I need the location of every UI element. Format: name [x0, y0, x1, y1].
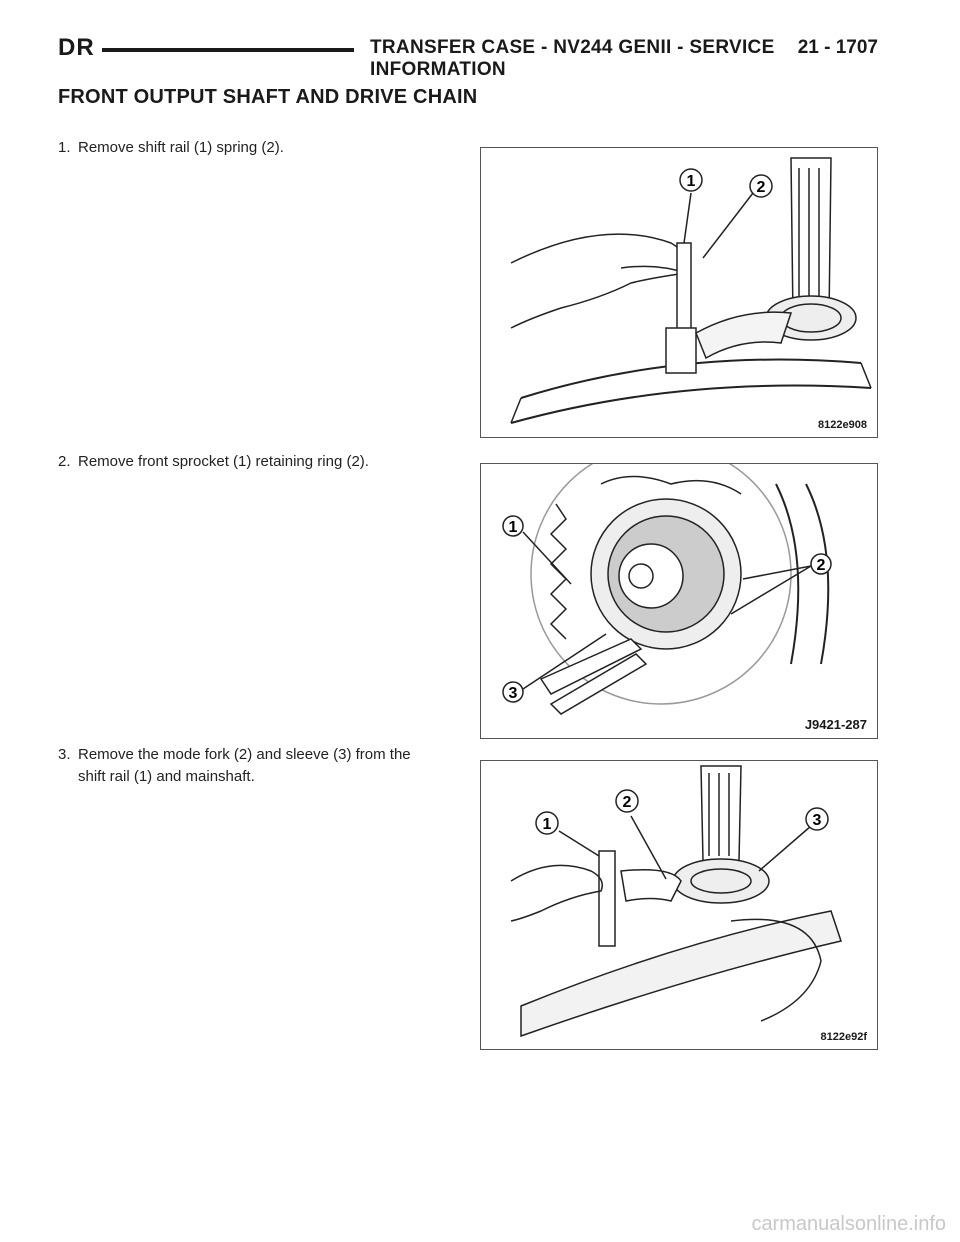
- callout-3: 3: [508, 685, 518, 702]
- figure-mode-fork-sleeve: [480, 760, 878, 1050]
- callout-2: 2: [816, 557, 826, 574]
- watermark: carmanualsonline.info: [751, 1213, 946, 1235]
- illustration-mode-fork-sleeve: [481, 761, 877, 1049]
- figure-front-sprocket: [480, 463, 878, 739]
- step-number: 2.: [58, 453, 71, 470]
- illustration-shift-rail-spring: [481, 148, 877, 437]
- step-3: [58, 744, 448, 788]
- header-rule: [102, 48, 354, 52]
- figure-id: J9421-287: [804, 717, 867, 732]
- step-text: Remove the mode fork (2) and sleeve (3) from the: [78, 746, 411, 763]
- callout-1: 1: [542, 816, 552, 833]
- illustration-front-sprocket: [481, 464, 877, 738]
- step-text: Remove front sprocket (1) retaining ring (2).: [78, 453, 369, 470]
- callout-1: 1: [686, 173, 696, 190]
- page-number: 21 - 1707: [797, 37, 878, 58]
- step-1: [58, 137, 448, 159]
- step-number: 3.: [58, 746, 71, 763]
- section-title: FRONT OUTPUT SHAFT AND DRIVE CHAIN: [58, 86, 478, 108]
- figure-id: 8122e908: [818, 419, 867, 431]
- callout-3: 3: [812, 812, 822, 829]
- figure-3-callouts: [536, 790, 828, 834]
- figure-shift-rail-spring: [480, 147, 878, 438]
- callout-1: 1: [508, 519, 518, 536]
- callout-2: 2: [622, 794, 632, 811]
- figure-id: 8122e92f: [820, 1031, 867, 1043]
- header-code: DR: [58, 34, 95, 61]
- callout-2: 2: [756, 179, 766, 196]
- step-text-continued: shift rail (1) and mainshaft.: [78, 768, 255, 785]
- step-number: 1.: [58, 139, 71, 156]
- page-header: [58, 34, 878, 80]
- figure-1-callouts: [680, 169, 772, 197]
- step-text: Remove shift rail (1) spring (2).: [78, 139, 284, 156]
- header-title: TRANSFER CASE - NV244 GENII - SERVICE INFORMATION: [370, 37, 775, 80]
- step-2: [58, 451, 448, 473]
